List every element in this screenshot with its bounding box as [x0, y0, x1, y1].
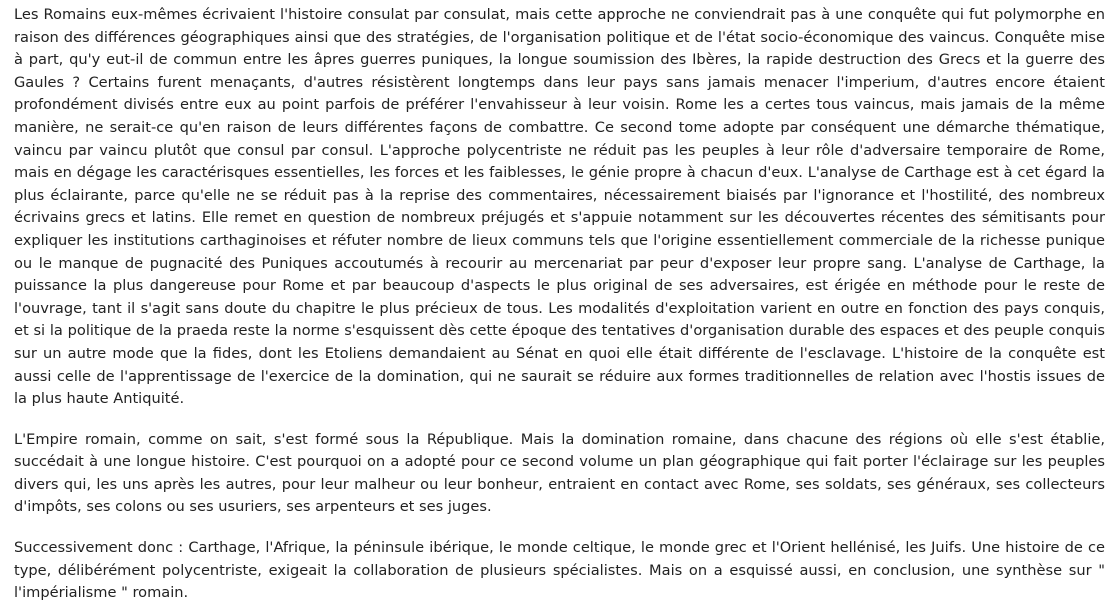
paragraph-3: Successivement donc : Carthage, l'Afrique, la péninsule ibérique, le monde celtique, le monde grec et l'Orient hellénisé, les Juifs. Une histoire de ce type, délibérément polycentriste, exigeait la collaboration de plusieurs spécialistes. Mais on a esquissé aussi, en conclusion, une synthèse sur " l'impérialisme " romain.: [14, 539, 1105, 602]
book-description: [14, 4, 1105, 605]
paragraph-2: L'Empire romain, comme on sait, s'est formé sous la République. Mais la domination romaine, dans chacune des régions où elle s'est établie, succédait à une longue histoire. C'est pourquoi on a adopté pour ce second volume un plan géographique qui fait porter l'éclairage sur les peuples divers qui, les uns après les autres, pour leur malheur ou leur bonheur, entraient en contact avec Rome, ses soldats, ses généraux, ses collecteurs d'impôts, ses colons ou ses usuriers, ses arpenteurs et ses juges.: [14, 430, 1105, 516]
paragraph-1: Les Romains eux-mêmes écrivaient l'histoire consulat par consulat, mais cette approche ne conviendrait pas à une conquête qui fut polymorphe en raison des différences géographiques ainsi que des stratégies, de l'organisation politique et de l'état socio-économique des vaincus. Conquête mise à part, qu'y eut-il de commun entre les âpres guerres puniques, la longue soumission des Ibères, la rapide destruction des Grecs et la guerre des Gaules ? Certains furent menaçants, d'autres résistèrent longtemps dans leur pays sans jamais menacer l'imperium, d'autres encore étaient profondément divisés entre eux au point parfois de préférer l'envahisseur à leur voisin. Rome les a certes tous vaincus, mais jamais de la même manière, ne serait-ce qu'en raison de leurs différentes façons de combattre. Ce second tome adopte par conséquent une démarche thématique, vaincu par vaincu plutôt que consul par consul. L'approche polycentriste ne réduit pas les peuples à leur rôle d'adversaire temporaire de Rome, mais en dégage les caractérisques essentielles, les forces et les faiblesses, le génie propre à chacun d'eux. L'analyse de Carthage est à cet égard la plus éclairante, parce qu'elle ne se réduit pas à la reprise des commentaires, nécessairement biaisés par l'ignorance et l'hostilité, des nombreux écrivains grecs et latins. Elle remet en question de nombreux préjugés et s'appuie notamment sur les découvertes récentes des sémitisants pour expliquer les institutions carthaginoises et réfuter nombre de lieux communs tels que l'origine essentiellement commerciale de la richesse punique ou le manque de pugnacité des Puniques accoutumés à recourir au mercenariat par peur d'exposer leur propre sang. L'analyse de Carthage, la puissance la plus dangereuse pour Rome et par beaucoup d'aspects le plus original de ses adversaires, est érigée en méthode pour le reste de l'ouvrage, tant il s'agit sans doute du chapitre le plus précieux de tous. Les modalités d'exploitation varient en outre en fonction des pays conquis, et si la politique de la praeda reste la norme s'esquissent dès cette époque des tentatives d'organisation durable des espaces et des peuple conquis sur un autre mode que la fides, dont les Etoliens demandaient au Sénat en quoi elle était différente de l'esclavage. L'histoire de la conquête est aussi celle de l'apprentissage de l'exercice de la domination, qui ne saurait se réduire aux formes traditionnelles de relation avec l'hostis issues de la plus haute Antiquité.: [14, 6, 1105, 408]
